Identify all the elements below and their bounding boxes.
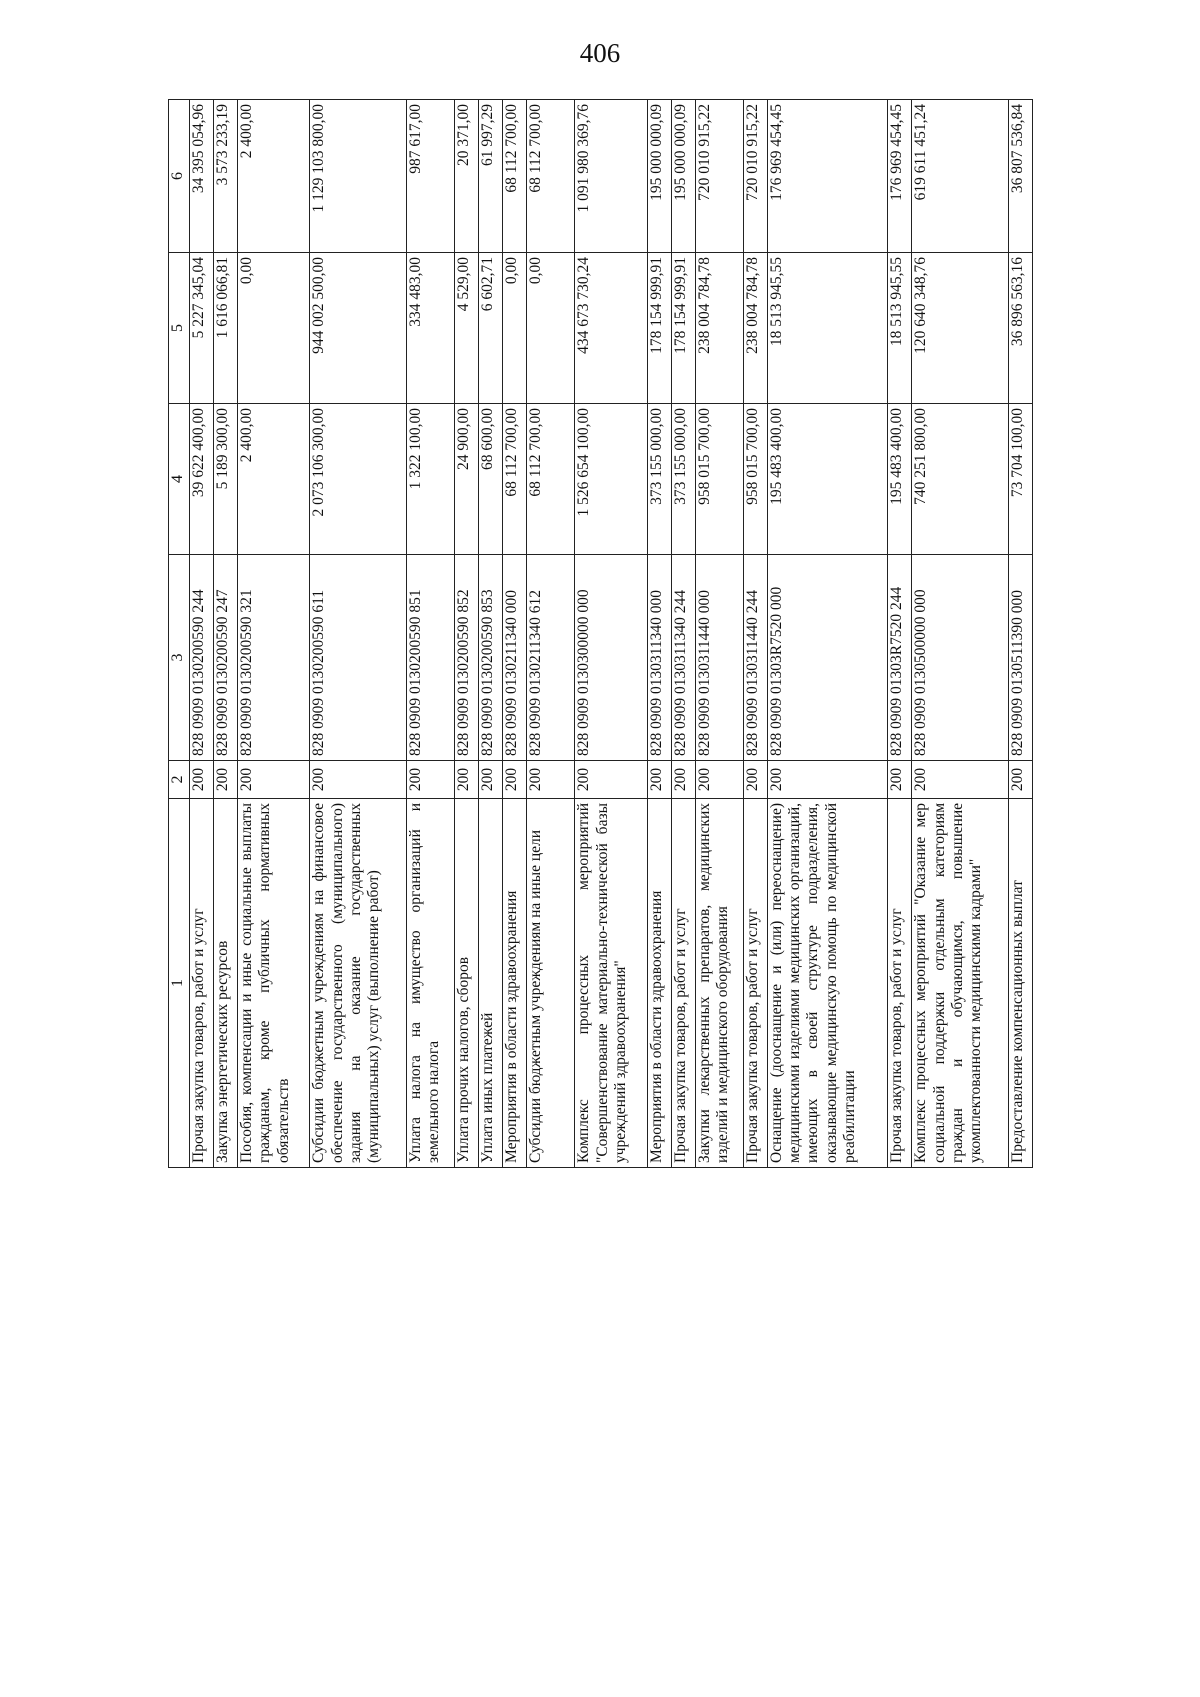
column-header: 4 [169, 404, 190, 555]
row-rest-cell: 61 997,29 [478, 100, 502, 253]
column-header: 5 [169, 253, 190, 404]
row-plan-cell: 740 251 800,00 [912, 404, 1008, 555]
row-name-cell: Закупки лекарственных препаратов, медицинских изделий и медицинского оборудования [695, 799, 743, 1168]
row-kbk-cell: 828 0909 0130200590 247 [214, 555, 238, 761]
row-fact-cell: 434 673 730,24 [575, 253, 647, 404]
row-kbk-cell: 828 0909 0130200590 611 [310, 555, 406, 761]
row-code-cell: 200 [454, 761, 478, 799]
row-kbk-cell: 828 0909 0130311440 000 [695, 555, 743, 761]
table-row [647, 100, 671, 1168]
row-plan-cell: 373 155 000,00 [671, 404, 695, 555]
row-rest-cell: 2 400,00 [238, 100, 310, 253]
row-code-cell: 200 [478, 761, 502, 799]
table-row [1008, 100, 1032, 1168]
row-name-cell: Мероприятия в области здравоохранения [503, 799, 527, 1168]
column-header: 1 [169, 799, 190, 1168]
row-kbk-cell: 828 0909 0130200590 853 [478, 555, 502, 761]
row-kbk-cell: 828 0909 0130211340 000 [503, 555, 527, 761]
table-row [406, 100, 454, 1168]
table-row [527, 100, 575, 1168]
row-fact-cell: 4 529,00 [454, 253, 478, 404]
row-code-cell: 200 [575, 761, 647, 799]
rotated-table-container [168, 100, 1033, 1168]
row-plan-cell: 5 189 300,00 [214, 404, 238, 555]
row-kbk-cell: 828 0909 0130500000 000 [912, 555, 1008, 761]
row-fact-cell: 0,00 [527, 253, 575, 404]
row-fact-cell: 120 640 348,76 [912, 253, 1008, 404]
row-fact-cell: 1 616 066,81 [214, 253, 238, 404]
table-row [478, 100, 502, 1168]
row-code-cell: 200 [238, 761, 310, 799]
column-header: 2 [169, 761, 190, 799]
row-rest-cell: 176 969 454,45 [767, 100, 887, 253]
row-code-cell: 200 [647, 761, 671, 799]
table-row [190, 100, 214, 1168]
row-plan-cell: 73 704 100,00 [1008, 404, 1032, 555]
row-plan-cell: 1 322 100,00 [406, 404, 454, 555]
row-rest-cell: 195 000 000,09 [647, 100, 671, 253]
row-code-cell: 200 [190, 761, 214, 799]
row-rest-cell: 34 395 054,96 [190, 100, 214, 253]
row-rest-cell: 619 611 451,24 [912, 100, 1008, 253]
row-plan-cell: 958 015 700,00 [695, 404, 743, 555]
row-fact-cell: 238 004 784,78 [695, 253, 743, 404]
row-kbk-cell: 828 0909 0130300000 000 [575, 555, 647, 761]
table-row [238, 100, 310, 1168]
row-name-cell: Прочая закупка товаров, работ и услуг [888, 799, 912, 1168]
table-row [214, 100, 238, 1168]
row-kbk-cell: 828 0909 0130311340 244 [671, 555, 695, 761]
row-plan-cell: 2 400,00 [238, 404, 310, 555]
row-name-cell: Закупка энергетических ресурсов [214, 799, 238, 1168]
row-rest-cell: 1 129 103 800,00 [310, 100, 406, 253]
row-fact-cell: 18 513 945,55 [888, 253, 912, 404]
row-code-cell: 200 [1008, 761, 1032, 799]
table-body [190, 100, 1033, 1168]
row-code-cell: 200 [888, 761, 912, 799]
page-number: 406 [579, 38, 621, 68]
table-row [503, 100, 527, 1168]
table-row [454, 100, 478, 1168]
row-plan-cell: 68 600,00 [478, 404, 502, 555]
table-row [695, 100, 743, 1168]
row-rest-cell: 3 573 233,19 [214, 100, 238, 253]
row-name-cell: Прочая закупка товаров, работ и услуг [671, 799, 695, 1168]
row-plan-cell: 39 622 400,00 [190, 404, 214, 555]
row-plan-cell: 195 483 400,00 [888, 404, 912, 555]
table-row [671, 100, 695, 1168]
row-plan-cell: 68 112 700,00 [527, 404, 575, 555]
row-fact-cell: 334 483,00 [406, 253, 454, 404]
row-code-cell: 200 [767, 761, 887, 799]
row-rest-cell: 720 010 915,22 [743, 100, 767, 253]
row-name-cell: Уплата налога на имущество организаций и земельного налога [406, 799, 454, 1168]
column-header: 3 [169, 555, 190, 761]
row-rest-cell: 987 617,00 [406, 100, 454, 253]
row-fact-cell: 0,00 [503, 253, 527, 404]
row-rest-cell: 720 010 915,22 [695, 100, 743, 253]
table-row [912, 100, 1008, 1168]
budget-table [168, 99, 1033, 1168]
row-kbk-cell: 828 0909 0130211340 612 [527, 555, 575, 761]
row-plan-cell: 24 900,00 [454, 404, 478, 555]
row-plan-cell: 958 015 700,00 [743, 404, 767, 555]
row-kbk-cell: 828 0909 01303R7520 244 [888, 555, 912, 761]
row-rest-cell: 176 969 454,45 [888, 100, 912, 253]
row-kbk-cell: 828 0909 01303R7520 000 [767, 555, 887, 761]
row-fact-cell: 6 602,71 [478, 253, 502, 404]
row-rest-cell: 1 091 980 369,76 [575, 100, 647, 253]
row-kbk-cell: 828 0909 0130200590 244 [190, 555, 214, 761]
row-rest-cell: 20 371,00 [454, 100, 478, 253]
row-code-cell: 200 [912, 761, 1008, 799]
row-plan-cell: 68 112 700,00 [503, 404, 527, 555]
table-row [575, 100, 647, 1168]
row-name-cell: Уплата иных платежей [478, 799, 502, 1168]
table-row [888, 100, 912, 1168]
row-name-cell: Мероприятия в области здравоохранения [647, 799, 671, 1168]
row-fact-cell: 18 513 945,55 [767, 253, 887, 404]
row-plan-cell: 2 073 106 300,00 [310, 404, 406, 555]
table-row [310, 100, 406, 1168]
row-name-cell: Пособия, компенсации и иные социальные выплаты гражданам, кроме публичных нормативных обязательств [238, 799, 310, 1168]
row-code-cell: 200 [406, 761, 454, 799]
row-name-cell: Предоставление компенсационных выплат [1008, 799, 1032, 1168]
row-name-cell: Комплекс процессных мероприятий "Совершенствование материально-технической базы учреждений здравоохранения" [575, 799, 647, 1168]
row-kbk-cell: 828 0909 0130200590 321 [238, 555, 310, 761]
row-kbk-cell: 828 0909 0130311340 000 [647, 555, 671, 761]
row-fact-cell: 944 002 500,00 [310, 253, 406, 404]
table-row [767, 100, 887, 1168]
row-fact-cell: 238 004 784,78 [743, 253, 767, 404]
row-rest-cell: 195 000 000,09 [671, 100, 695, 253]
row-code-cell: 200 [310, 761, 406, 799]
row-rest-cell: 36 807 536,84 [1008, 100, 1032, 253]
table-header-row [169, 100, 190, 1168]
row-kbk-cell: 828 0909 0130200590 852 [454, 555, 478, 761]
row-kbk-cell: 828 0909 0130511390 000 [1008, 555, 1032, 761]
row-name-cell: Уплата прочих налогов, сборов [454, 799, 478, 1168]
column-header: 6 [169, 100, 190, 253]
row-code-cell: 200 [671, 761, 695, 799]
row-code-cell: 200 [743, 761, 767, 799]
row-name-cell: Комплекс процессных мероприятий "Оказание мер социальной поддержки отдельным категориям граждан и обучающимся, повышение укомплектованности медицинскими кадрами" [912, 799, 1008, 1168]
row-name-cell: Оснащение (дооснащение и (или) переоснащение) медицинскими изделиями медицинских организаций, имеющих в своей структуре подразделения, оказывающие медицинскую помощь по медицинской реабилитации [767, 799, 887, 1168]
row-code-cell: 200 [527, 761, 575, 799]
row-fact-cell: 5 227 345,04 [190, 253, 214, 404]
row-code-cell: 200 [214, 761, 238, 799]
row-name-cell: Субсидии бюджетным учреждениям на финансовое обеспечение государственного (муниципального) задания на оказание государственных (муниципальных) услуг (выполнение работ) [310, 799, 406, 1168]
row-name-cell: Прочая закупка товаров, работ и услуг [743, 799, 767, 1168]
row-fact-cell: 178 154 999,91 [647, 253, 671, 404]
row-fact-cell: 178 154 999,91 [671, 253, 695, 404]
row-rest-cell: 68 112 700,00 [503, 100, 527, 253]
row-rest-cell: 68 112 700,00 [527, 100, 575, 253]
table-row [743, 100, 767, 1168]
row-fact-cell: 36 896 563,16 [1008, 253, 1032, 404]
row-code-cell: 200 [695, 761, 743, 799]
row-fact-cell: 0,00 [238, 253, 310, 404]
row-code-cell: 200 [503, 761, 527, 799]
row-name-cell: Субсидии бюджетным учреждениям на иные цели [527, 799, 575, 1168]
row-plan-cell: 195 483 400,00 [767, 404, 887, 555]
row-plan-cell: 1 526 654 100,00 [575, 404, 647, 555]
row-kbk-cell: 828 0909 0130311440 244 [743, 555, 767, 761]
row-kbk-cell: 828 0909 0130200590 851 [406, 555, 454, 761]
row-plan-cell: 373 155 000,00 [647, 404, 671, 555]
row-name-cell: Прочая закупка товаров, работ и услуг [190, 799, 214, 1168]
